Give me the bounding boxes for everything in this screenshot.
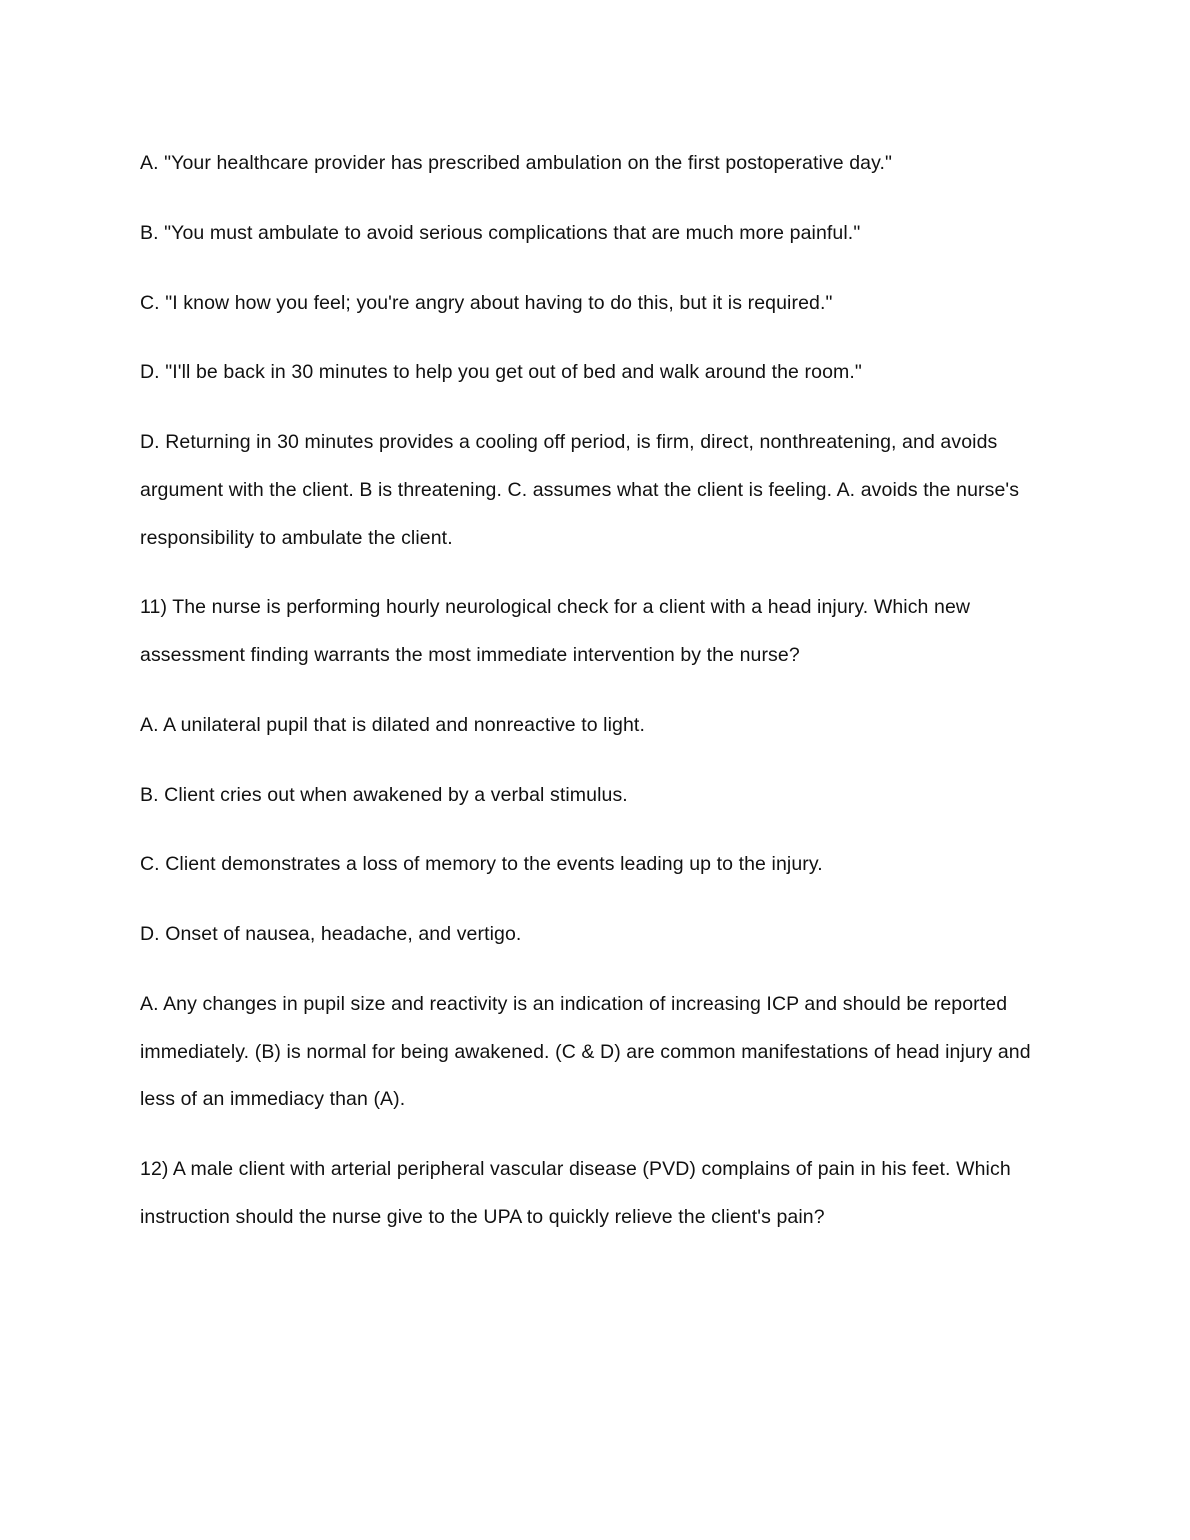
paragraph-rationale-1: D. Returning in 30 minutes provides a cooling off period, is firm, direct, nonthreatening, and avoids argument with the client. B is threatening. C. assumes what the client is feeling. A. avoids the nurse's responsibility to ambulate the client. — [140, 431, 1020, 549]
paragraph-option-b-1: B. "You must ambulate to avoid serious complications that are much more painful." — [140, 221, 861, 244]
paragraph-q11-option-b: B. Client cries out when awakened by a verbal stimulus. — [140, 783, 628, 806]
paragraph-option-a-1: A. "Your healthcare provider has prescribed ambulation on the first postoperative day." — [140, 152, 893, 174]
paragraph-q11-option-a: A. A unilateral pupil that is dilated and nonreactive to light. — [140, 713, 645, 736]
paragraph-q11-option-d: D. Onset of nausea, headache, and vertigo. — [140, 923, 522, 946]
paragraph-question-11: 11) The nurse is performing hourly neurological check for a client with a head injury. Which new assessment finding warrants the most immediate intervention by the nurse? — [140, 596, 971, 667]
document-body — [140, 140, 1050, 1242]
paragraph-option-d-1: D. "I'll be back in 30 minutes to help you get out of bed and walk around the room." — [140, 361, 862, 384]
paragraph-rationale-11: A. Any changes in pupil size and reactivity is an indication of increasing ICP and should be reported immediately. (B) is normal for being awakened. (C & D) are common manifestations of head injury and less of an immediacy than (A). — [140, 992, 1031, 1111]
paragraph-q11-option-c: C. Client demonstrates a loss of memory to the events leading up to the injury. — [140, 853, 823, 876]
paragraph-question-12: 12) A male client with arterial peripheral vascular disease (PVD) complains of pain in his feet. Which instruction should the nurse give to the UPA to quickly relieve the client's pain? — [140, 1158, 1011, 1229]
paragraph-option-c-1: C. "I know how you feel; you're angry about having to do this, but it is required." — [140, 291, 833, 314]
